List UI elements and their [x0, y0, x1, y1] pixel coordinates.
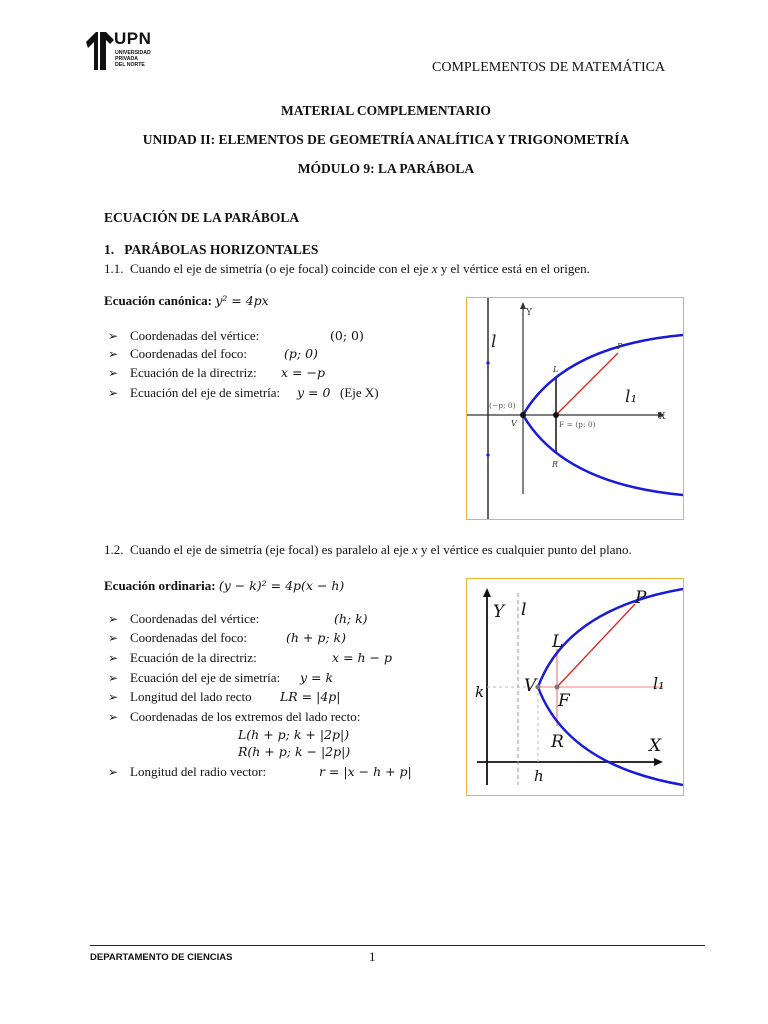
fig2-Y-label: Y	[493, 602, 505, 622]
s11-item-value: (0; 0)	[330, 328, 364, 343]
footer-rule	[90, 945, 705, 946]
footer-department: DEPARTAMENTO DE CIENCIAS	[90, 952, 233, 963]
fig2-l-label: l	[521, 600, 527, 620]
s11-text-a: Cuando el eje de simetría (o eje focal) coincide con el eje	[130, 261, 432, 276]
s11-item-2	[108, 365, 325, 381]
s12-item-value: r = |x − h + p|	[319, 764, 412, 779]
s11-item-extra: (Eje X)	[340, 385, 379, 400]
s12-text-b: y el vértice es cualquier punto del plano.	[417, 542, 632, 557]
figure-canonical-svg	[467, 298, 683, 519]
arrow-bullet-icon: ➢	[108, 329, 119, 343]
s12-item-label: Coordenadas de los extremos del lado recto:	[130, 709, 361, 724]
fig2-h-label: h	[534, 767, 544, 785]
s12-item-label: Longitud del radio vector:	[130, 764, 267, 779]
s12-item-1	[108, 630, 346, 646]
s12-item-value: y = k	[300, 670, 334, 685]
s12-item-2	[108, 650, 392, 666]
logo-subtext	[115, 50, 151, 68]
logo-sub-3: DEL NORTE	[115, 62, 145, 68]
course-title: COMPLEMENTOS DE MATEMÁTICA	[432, 60, 666, 75]
figure-canonical-parabola	[466, 297, 684, 520]
arrow-bullet-icon: ➢	[108, 651, 119, 665]
material-title: MATERIAL COMPLEMENTARIO	[281, 103, 491, 118]
s12-item-4	[108, 689, 341, 705]
subsection-num: 1.	[104, 242, 115, 257]
s12-item-label: Coordenadas del vértice:	[130, 611, 260, 626]
fig2-R-label: R	[551, 732, 564, 752]
fig2-V-label: V	[524, 676, 537, 696]
fig1-directrix-label: l	[491, 332, 497, 352]
unit-title: UNIDAD II: ELEMENTOS DE GEOMETRÍA ANALÍTICA Y TRIGONOMETRÍA	[142, 132, 630, 147]
s12-endpoint-R: R(h + p; k − |2p|)	[238, 744, 351, 759]
fig2-X-label: X	[649, 736, 662, 756]
s11-item-1	[108, 346, 318, 362]
s12-item-0	[108, 611, 368, 627]
arrow-bullet-icon: ➢	[108, 366, 119, 380]
fig2-F-label: F	[558, 691, 570, 711]
s12-x: x	[411, 542, 418, 557]
s12-equation	[104, 578, 344, 594]
module-title: MÓDULO 9: LA PARÁBOLA	[297, 161, 475, 176]
s12-item-label: Coordenadas del foco:	[130, 630, 247, 645]
s12-item-value: (h; k)	[334, 611, 368, 626]
figure-ordinary-parabola	[466, 578, 684, 796]
logo-sub-2: PRIVADA	[115, 56, 138, 62]
figure-ordinary-svg	[467, 579, 683, 795]
arrow-bullet-icon: ➢	[108, 612, 119, 626]
s11-item-label: Ecuación de la directriz:	[130, 365, 257, 380]
s12-endpoint-L: L(h + p; k + |2p|)	[238, 727, 350, 742]
s11-eq-label: Ecuación canónica:	[104, 293, 216, 308]
logo-sub-1: UNIVERSIDAD	[115, 50, 151, 56]
s12-item-label: Longitud del lado recto	[130, 689, 252, 704]
s11-item-3	[108, 385, 379, 401]
s11-item-label: Coordenadas del vértice:	[130, 328, 260, 343]
s12-item-value: (h + p; k)	[286, 630, 346, 645]
fig1-R-label: R	[552, 460, 559, 469]
arrow-bullet-icon: ➢	[108, 710, 119, 724]
fig1-V-label: V	[511, 419, 517, 428]
arrow-bullet-icon: ➢	[108, 765, 119, 779]
s12-item-label: Ecuación de la directriz:	[130, 650, 257, 665]
fig2-P-label: P	[635, 588, 647, 608]
s11-item-value: x = −p	[281, 365, 325, 380]
arrow-bullet-icon: ➢	[108, 347, 119, 361]
fig2-k-label: k	[475, 683, 485, 701]
s12-item-6	[108, 764, 412, 780]
s11-num: 1.1.	[104, 261, 124, 276]
fig1-x-label: X	[659, 412, 666, 422]
s11-eq: y² = 4px	[215, 293, 269, 308]
fig1-axis-label: l₁	[625, 387, 638, 407]
s12-eq-label: Ecuación ordinaria:	[104, 578, 219, 593]
s12-item-5	[108, 709, 361, 725]
s11-statement	[104, 261, 590, 277]
section-title: ECUACIÓN DE LA PARÁBOLA	[104, 210, 300, 225]
s11-item-value: (p; 0)	[284, 346, 318, 361]
logo-text: UPN	[114, 29, 152, 48]
s12-item-value: LR = |4p|	[280, 689, 341, 704]
fig1-P-label: P	[617, 342, 623, 351]
arrow-bullet-icon: ➢	[108, 690, 119, 704]
s11-item-label: Ecuación del eje de simetría:	[130, 385, 281, 400]
arrow-bullet-icon: ➢	[108, 386, 119, 400]
subsection-title	[104, 242, 318, 258]
s12-num: 1.2.	[104, 542, 124, 557]
fig1-y-label: Y	[526, 308, 532, 318]
s12-eq: (y − k)² = 4p(x − h)	[218, 578, 345, 593]
fig1-neg-p-label: (−p; 0)	[489, 401, 516, 410]
page-number: 1	[369, 949, 376, 964]
fig2-l1-label: l₁	[653, 674, 665, 693]
s11-item-label: Coordenadas del foco:	[130, 346, 247, 361]
arrow-bullet-icon: ➢	[108, 631, 119, 645]
subsection-label: PARÁBOLAS HORIZONTALES	[124, 242, 319, 257]
s12-text-a: Cuando el eje de simetría (eje focal) es paralelo al eje	[130, 542, 412, 557]
s12-item-label: Ecuación del eje de simetría:	[130, 670, 281, 685]
s11-item-value: y = 0	[297, 385, 331, 400]
s12-item-value: x = h − p	[332, 650, 392, 665]
s12-statement	[104, 542, 632, 558]
fig1-F-label: F = (p; 0)	[559, 420, 596, 429]
s12-item-3	[108, 670, 334, 686]
arrow-bullet-icon: ➢	[108, 671, 119, 685]
s11-text-b: y el vértice está en el origen.	[437, 261, 590, 276]
s11-equation	[104, 293, 269, 309]
s11-item-0	[108, 328, 364, 344]
fig1-L-label: L	[553, 365, 559, 374]
s11-x: x	[431, 261, 438, 276]
fig2-L-label: L	[552, 632, 564, 652]
